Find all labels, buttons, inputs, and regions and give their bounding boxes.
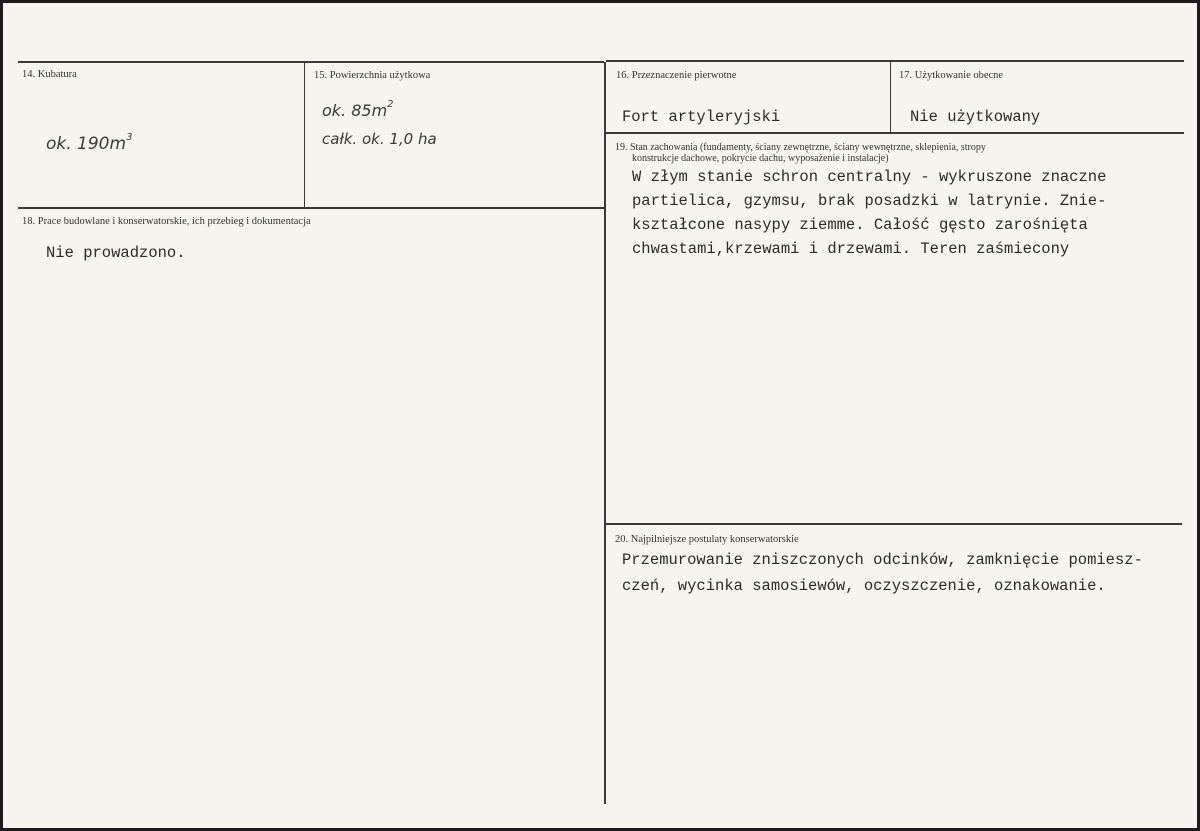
field19-line-4: chwastami,krzewami i drzewami. Teren zaśmiecony xyxy=(632,240,1070,258)
center-divider xyxy=(604,62,606,804)
field19-line-2: partielica, gzymsu, brak posadzki w latrynie. Znie- xyxy=(632,192,1107,210)
field15-line2: całk. ok. 1,0 ha xyxy=(322,130,437,148)
top-rule-left xyxy=(18,61,604,63)
field20-line-1: Przemurowanie zniszczonych odcinków, zamknięcie pomiesz- xyxy=(622,551,1143,569)
field19-line-1: W złym stanie schron centralny - wykruszone znaczne xyxy=(632,168,1107,186)
divider-14-15 xyxy=(304,62,305,208)
rule-below-16-17 xyxy=(606,132,1184,134)
field19-label-line1: 19. Stan zachowania (fundamenty, ściany zewnętrzne, ściany wewnętrzne, sklepienia, stropy xyxy=(615,142,986,153)
field14-value-superscript: 3 xyxy=(126,132,133,143)
field16-label: 16. Przeznaczenie pierwotne xyxy=(616,70,737,81)
field15-line1-superscript: 2 xyxy=(387,99,394,110)
field16-value: Fort artyleryjski xyxy=(622,108,781,126)
top-rule-right xyxy=(606,60,1184,62)
field15-line1 xyxy=(322,99,394,120)
field14-label: 14. Kubatura xyxy=(22,69,77,80)
field15-label: 15. Powierzchnia użytkowa xyxy=(314,70,431,81)
field17-label: 17. Użytkowanie obecne xyxy=(899,70,1004,81)
field20-line-2: czeń, wycinka samosiewów, oczyszczenie, oznakowanie. xyxy=(622,577,1106,595)
field15-line1-text: ok. 85m xyxy=(322,101,388,120)
field18-value: Nie prowadzono. xyxy=(46,244,186,262)
field14-value xyxy=(46,132,132,154)
field14-value-text: ok. 190m xyxy=(46,134,127,154)
field19-label-line2: konstrukcje dachowe, pokrycie dachu, wyposażenie i instalacje) xyxy=(632,153,889,164)
divider-16-17 xyxy=(890,62,891,133)
rule-below-14-15 xyxy=(18,207,604,209)
field19-line-3: kształcone nasypy ziemme. Całość gęsto zarośnięta xyxy=(632,216,1088,234)
field17-value: Nie użytkowany xyxy=(910,108,1041,126)
rule-below-19 xyxy=(606,523,1182,525)
field18-label: 18. Prace budowlane i konserwatorskie, ich przebieg i dokumentacja xyxy=(22,216,311,227)
field20-label: 20. Najpilniejsze postulaty konserwatorskie xyxy=(615,534,799,545)
